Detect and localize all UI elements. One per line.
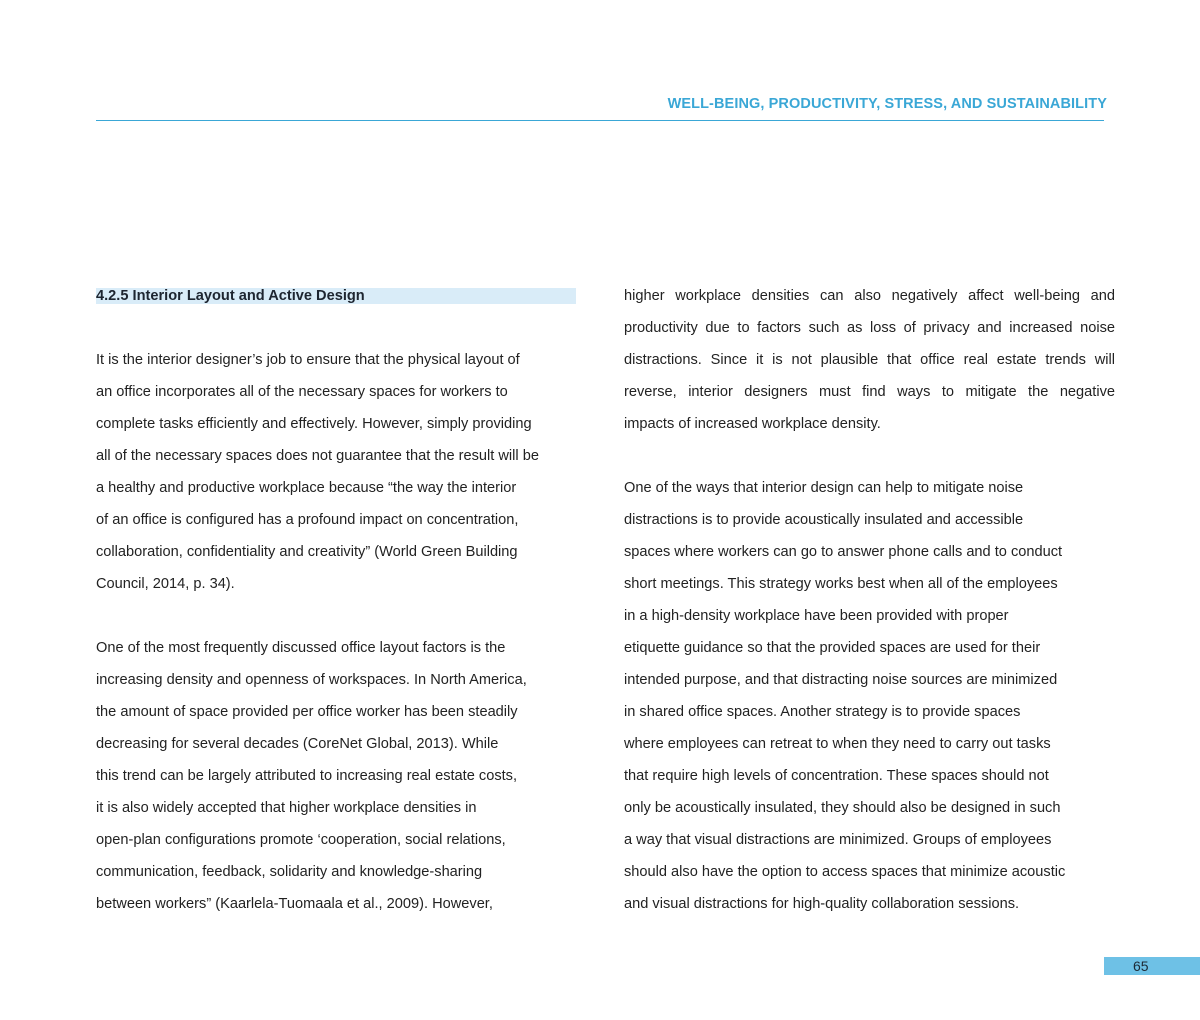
text-line: this trend can be largely attributed to increasing real estate costs, [96,768,518,784]
text-line: a healthy and productive workplace because “the way the interior [96,480,517,496]
text-line: open-plan configurations promote ‘cooperation, social relations, [96,832,506,848]
right-column [624,280,1115,920]
text-line: productivity due to factors such as loss of privacy and increased noise [624,320,1115,336]
text-line: the amount of space provided per office worker has been steadily [96,704,518,720]
left-column [96,280,576,920]
text-line: it is also widely accepted that higher workplace densities in [96,800,477,816]
text-line: distractions. Since it is not plausible that office real estate trends will [624,352,1115,368]
text-line: collaboration, confidentiality and creativity” (World Green Building [96,544,518,560]
text-line: in a high-density workplace have been provided with proper [624,608,1009,624]
text-line: decreasing for several decades (CoreNet Global, 2013). While [96,736,499,752]
page-number-tab [1104,957,1200,975]
text-line: where employees can retreat to when they need to carry out tasks [624,736,1051,752]
text-line: all of the necessary spaces does not guarantee that the result will be [96,448,539,464]
text-line: and visual distractions for high-quality collaboration sessions. [624,896,1020,912]
running-header-title: WELL-BEING, PRODUCTIVITY, STRESS, AND SUSTAINABILITY [667,96,1107,112]
text-line: higher workplace densities can also negatively affect well-being and [624,288,1115,304]
text-line: between workers” (Kaarlela-Tuomaala et al., 2009). However, [96,896,493,912]
text-line: short meetings. This strategy works best when all of the employees [624,576,1058,592]
text-line: communication, feedback, solidarity and knowledge-sharing [96,864,483,880]
text-line: One of the most frequently discussed office layout factors is the [96,640,506,656]
text-line: in shared office spaces. Another strategy is to provide spaces [624,704,1021,720]
text-line: It is the interior designer’s job to ensure that the physical layout of [96,352,520,368]
text-line: spaces where workers can go to answer phone calls and to conduct [624,544,1063,560]
text-line: reverse, interior designers must find ways to mitigate the negative [624,384,1115,400]
right-paragraph-1 [624,280,1115,440]
left-paragraph-2 [96,632,576,920]
text-line: a way that visual distractions are minimized. Groups of employees [624,832,1052,848]
right-paragraph-2 [624,472,1115,920]
text-line: of an office is configured has a profound impact on concentration, [96,512,519,528]
text-line: should also have the option to access spaces that minimize acoustic [624,864,1066,880]
text-line: One of the ways that interior design can help to mitigate noise [624,480,1024,496]
text-line: that require high levels of concentration. These spaces should not [624,768,1049,784]
text-line: intended purpose, and that distracting noise sources are minimized [624,672,1058,688]
text-line: only be acoustically insulated, they should also be designed in such [624,800,1061,816]
paragraph-gap [96,600,576,632]
section-heading: 4.2.5 Interior Layout and Active Design [96,288,576,304]
text-line: distractions is to provide acoustically insulated and accessible [624,512,1024,528]
text-line: an office incorporates all of the necessary spaces for workers to [96,384,508,400]
page-number: 65 [1133,958,1149,974]
text-line: complete tasks efficiently and effectively. However, simply providing [96,416,532,432]
left-paragraph-1 [96,344,576,600]
paragraph-gap [624,440,1115,472]
text-line: etiquette guidance so that the provided spaces are used for their [624,640,1041,656]
text-line: increasing density and openness of workspaces. In North America, [96,672,527,688]
header-divider [96,120,1104,121]
text-line: Council, 2014, p. 34). [96,576,235,592]
text-line: impacts of increased workplace density. [624,416,881,432]
